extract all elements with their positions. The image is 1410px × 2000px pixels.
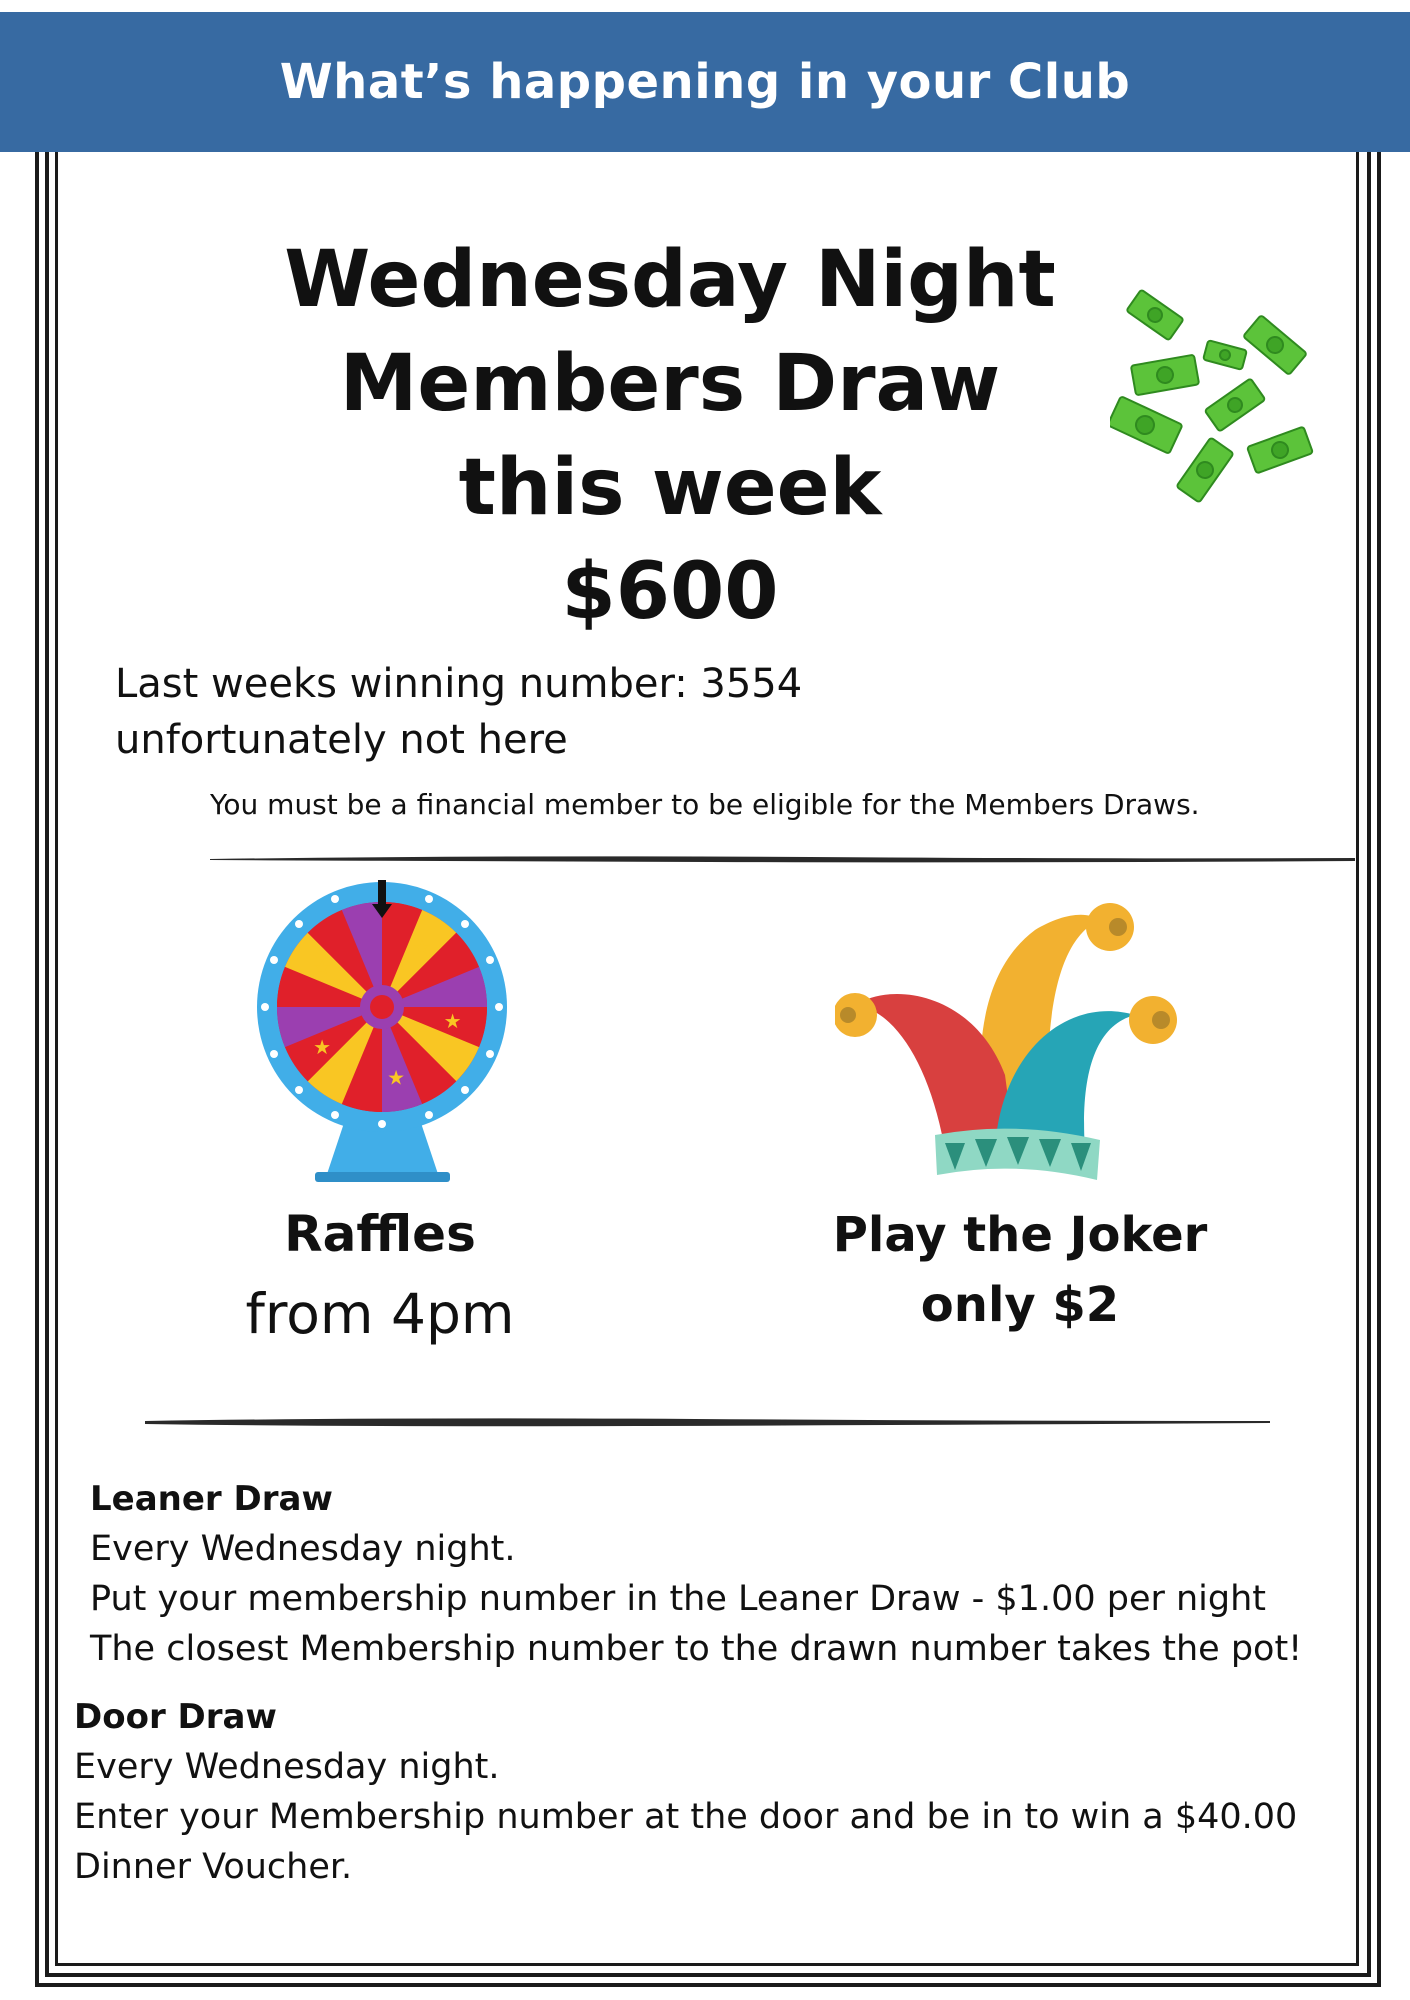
joker-line-2: only $2 [920, 1277, 1120, 1333]
leaner-draw-line: Every Wednesday night. [90, 1529, 516, 1569]
star-icon: ★ [313, 954, 332, 979]
raffles-time: from 4pm [245, 1282, 515, 1346]
leaner-draw-line: Put your membership number in the Leaner Draw - $1.00 per night [90, 1579, 1267, 1619]
headline-line-1: Wednesday Night [284, 235, 1056, 325]
door-draw-section [74, 1692, 1297, 1892]
door-draw-line: Every Wednesday night. [74, 1747, 500, 1787]
joker-line-1: Play the Joker [832, 1207, 1208, 1263]
raffles-title: Raffles [284, 1205, 476, 1263]
headline-line-3: this week [458, 443, 882, 533]
play-the-joker [790, 1200, 1250, 1340]
headline-line-2: Members Draw [339, 339, 1001, 429]
eligibility-note: You must be a financial member to be eligible for the Members Draws. [210, 788, 1200, 821]
star-icon: ★ [443, 1009, 462, 1034]
star-icon: ★ [313, 1035, 332, 1060]
headline-amount: $600 [561, 547, 779, 637]
leaner-draw-section [90, 1474, 1302, 1674]
members-draw-headline [230, 228, 1110, 644]
brush-divider [145, 1415, 1270, 1429]
jester-hat-icon [835, 885, 1190, 1195]
door-draw-line: Dinner Voucher. [74, 1847, 353, 1887]
banner-title: What’s happening in your Club [279, 54, 1131, 110]
door-draw-heading: Door Draw [74, 1697, 277, 1737]
last-winning-number [115, 656, 802, 768]
star-icon: ★ [413, 935, 431, 960]
winning-line-2: unfortunately not here [115, 717, 568, 763]
star-icon: ★ [387, 1065, 406, 1090]
brush-divider [210, 852, 1355, 866]
winning-line-1: Last weeks winning number: 3554 [115, 661, 803, 707]
door-draw-line: Enter your Membership number at the door and be in to win a $40.00 [74, 1797, 1298, 1837]
header-banner [0, 12, 1410, 152]
prize-wheel-icon [255, 880, 510, 1185]
leaner-draw-heading: Leaner Draw [90, 1479, 333, 1519]
flying-money-icon [1110, 275, 1330, 515]
leaner-draw-line: The closest Membership number to the drawn number takes the pot! [90, 1629, 1303, 1669]
